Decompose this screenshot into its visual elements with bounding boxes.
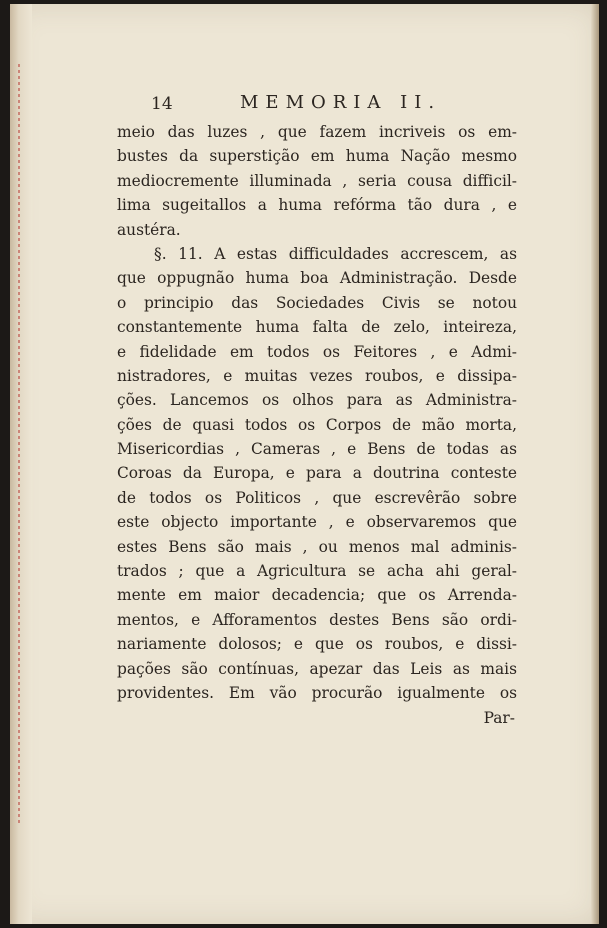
text-line: mediocremente illuminada , seria cousa difficil- — [117, 171, 517, 190]
text-line: e fidelidade em todos os Feitores , e Admi- — [117, 342, 517, 361]
text-line: constantemente huma falta de zelo, inteireza, — [117, 318, 517, 337]
text-line: nariamente dolosos; e que os roubos, e dissi- — [117, 635, 517, 654]
page-number: 14 — [151, 94, 173, 114]
page-binding — [10, 4, 32, 924]
text-line: estes Bens são mais , ou menos mal adminis- — [117, 537, 517, 556]
text-line: este objecto importante , e observaremos que — [117, 513, 517, 532]
page-edge — [591, 4, 599, 924]
edge-mark — [601, 628, 605, 638]
text-line: meio das luzes , que fazem incriveis os em- — [117, 123, 517, 141]
paragraph-start-line: §. 11. A estas difficuldades accrescem, as — [154, 244, 517, 263]
text-line: de todos os Politicos , que escrevêrão sobre — [117, 488, 517, 507]
running-head: MEMORIA II. — [240, 92, 442, 113]
text-line: Misericordias , Cameras , e Bens de todas as — [117, 440, 517, 459]
text-line: trados ; que a Agricultura se acha ahi geral- — [117, 562, 517, 581]
text-block — [117, 92, 517, 731]
text-line: o principio das Sociedades Civis se notou — [117, 293, 517, 312]
text-line: nistradores, e muitas vezes roubos, e dissipa- — [117, 366, 517, 385]
text-line: Coroas da Europa, e para a doutrina conteste — [117, 464, 517, 483]
catchword: Par- — [483, 709, 515, 728]
text-line: mente em maior decadencia; que os Arrenda- — [117, 586, 517, 605]
text-line: austéra. — [117, 220, 181, 239]
text-line: que oppugnão huma boa Administração. Desde — [117, 269, 517, 288]
page-header — [117, 92, 517, 120]
book-page — [10, 4, 599, 924]
text-line: ções de quasi todos os Corpos de mão morta, — [117, 415, 517, 434]
text-line: bustes da superstição em huma Nação mesmo — [117, 147, 517, 166]
text-line: lima sugeitallos a huma refórma tão dura , e — [117, 196, 517, 215]
text-line: ções. Lancemos os olhos para as Administra- — [117, 391, 517, 410]
text-line: pações são contínuas, apezar das Leis as mais — [117, 659, 517, 678]
text-line: mentos, e Afforamentos destes Bens são ordi- — [117, 610, 517, 629]
text-line: providentes. Em vão procurão igualmente os — [117, 683, 517, 702]
